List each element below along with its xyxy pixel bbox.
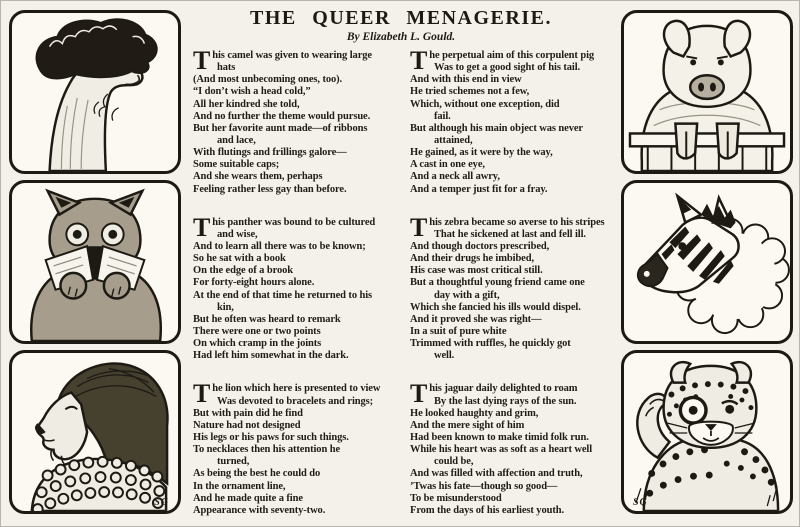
poem-line: His legs or his paws for such things.	[193, 431, 349, 443]
drop-cap: T	[410, 46, 428, 75]
byline: By Elizabeth L. Gould.	[346, 31, 456, 43]
poem-column-left	[193, 46, 398, 517]
artist-signature: SG	[154, 497, 169, 508]
poem-panther	[193, 212, 398, 363]
artist-signature: SG	[633, 497, 648, 508]
poem-line: turned,	[217, 456, 250, 468]
poem-line: and wise,	[217, 228, 258, 240]
poem-jaguar	[410, 379, 615, 517]
poem-line: This camel was given to wearing large	[193, 46, 372, 75]
poem-line: And she wears them, perhaps	[193, 171, 323, 183]
poem-line: The perpetual aim of this corpulent pig	[410, 46, 595, 75]
poem-line: While his heart was as soft as a heart well	[410, 444, 593, 456]
poem-line: And a temper just fit for a fray.	[410, 183, 548, 195]
poem-line: And it proved she was right—	[410, 313, 542, 325]
poem-line: But her favorite aunt made—of ribbons	[193, 122, 368, 134]
poem-line: For forty-eight hours alone.	[193, 277, 315, 289]
poem-line: And though doctors prescribed,	[410, 240, 550, 252]
poem-line: Trimmed with ruffles, he quickly got	[410, 338, 571, 350]
poem-line: This panther was bound to be cultured	[193, 212, 376, 242]
poem-line: A cast in one eye,	[410, 159, 485, 171]
drop-cap: T	[410, 379, 428, 409]
poem-line: Some suitable caps;	[193, 159, 280, 171]
poem-line: To necklaces then his attention he	[193, 444, 341, 456]
poem-line: Feeling rather less gay than before.	[193, 183, 347, 195]
drop-cap: T	[193, 46, 211, 75]
drop-cap: T	[410, 212, 428, 242]
poem-line: (And most unbecoming ones, too).	[193, 74, 343, 86]
poem-line: Which she fancied his ills would dispel.	[410, 301, 581, 313]
illustration-pig	[621, 10, 793, 174]
poem-line: There were one or two points	[193, 325, 321, 337]
drop-cap: T	[193, 212, 211, 242]
illustration-zebra	[621, 180, 793, 344]
poem-line: And with this end in view	[410, 74, 522, 86]
poem-line: well.	[434, 350, 455, 362]
poem-pig	[410, 46, 615, 196]
poem-line: And a neck all awry,	[410, 171, 500, 183]
right-illustration-column	[617, 1, 800, 526]
poem-line: On which cramp in the joints	[193, 338, 322, 350]
poem-camel	[193, 46, 398, 196]
poem-line: On the edge of a brook	[193, 265, 293, 277]
zebra-drawing	[624, 183, 790, 341]
poem-line: ’Twas his fate—though so good—	[410, 480, 558, 492]
poem-line: But he often was heard to remark	[193, 313, 341, 325]
poem-line: To be misunderstood	[410, 492, 502, 504]
poem-line: So he sat with a book	[193, 253, 286, 265]
panther-drawing	[12, 183, 178, 341]
poem-line: But although his main object was never	[410, 122, 583, 134]
poem-line: All her kindred she told,	[193, 98, 300, 110]
poem-line: By the last dying rays of the sun.	[434, 395, 577, 407]
poem-line: Appearance with seventy-two.	[193, 504, 326, 516]
poem-zebra	[410, 212, 615, 363]
poem-line: In a suit of pure white	[410, 325, 507, 337]
poem-line: fail.	[434, 110, 451, 122]
poem-line: In the ornament line,	[193, 480, 286, 492]
illustration-camel	[9, 10, 181, 174]
poem-line: At the end of that time he returned to his	[193, 289, 373, 301]
text-area	[185, 1, 617, 526]
illustration-panther	[9, 180, 181, 344]
poem-line: and lace,	[217, 134, 256, 146]
poem-line: He looked haughty and grim,	[410, 407, 539, 419]
poem-line: attained,	[434, 134, 473, 146]
poem-line: And no further the theme would pursue.	[193, 110, 371, 122]
poem-lion	[193, 379, 398, 517]
poem-line: Had been known to make timid folk run.	[410, 431, 589, 443]
poem-line: Nature had not designed	[193, 419, 301, 431]
drop-cap: T	[193, 379, 211, 409]
pig-drawing	[624, 13, 790, 171]
poem-line: This zebra became so averse to his stripes	[410, 212, 605, 242]
poem-line: kin,	[217, 301, 234, 313]
poem-line: But a thoughtful young friend came one	[410, 277, 585, 289]
poem-line: He gained, as it were by the way,	[410, 147, 553, 159]
poem-line: And was filled with affection and truth,	[410, 468, 583, 480]
poem-column-right	[410, 46, 615, 517]
left-illustration-column	[1, 1, 185, 526]
poem-line: Was to get a good sight of his tail.	[434, 62, 581, 74]
poem-line: And to learn all there was to be known;	[193, 240, 366, 252]
poem-line: With flutings and frillings galore—	[193, 147, 347, 159]
page-title: THE QUEER MENAGERIE.	[250, 7, 552, 29]
poem-line: Had left him somewhat in the dark.	[193, 350, 349, 362]
poem-line: And their drugs he imbibed,	[410, 253, 535, 265]
lion-drawing	[12, 353, 178, 511]
poem-line: From the days of his earliest youth.	[410, 504, 564, 516]
poem-line: And the mere sight of him	[410, 419, 525, 431]
poem-line: But with pain did he find	[193, 407, 303, 419]
poem-line: He tried schemes not a few,	[410, 86, 530, 98]
poem-line: This jaguar daily delighted to roam	[410, 379, 578, 409]
poem-line: That he sickened at last and fell ill.	[434, 228, 586, 240]
illustration-lion	[9, 350, 181, 514]
poem-line: Was devoted to bracelets and rings;	[217, 395, 374, 407]
poem-line: could be,	[434, 456, 474, 468]
poem-line: day with a gift,	[434, 289, 500, 301]
poem-line: His case was most critical still.	[410, 265, 543, 277]
poem-line: “I don’t wish a head cold,”	[193, 86, 311, 98]
camel-drawing	[12, 13, 178, 171]
poem-columns	[185, 45, 617, 517]
masthead	[185, 1, 617, 45]
poem-line: hats	[217, 62, 236, 74]
poem-line: As being the best he could do	[193, 468, 321, 480]
poem-line: The lion which here is presented to view	[193, 379, 381, 409]
poem-line: And he made quite a fine	[193, 492, 303, 504]
jaguar-drawing	[624, 353, 790, 511]
poem-line: Which, without one exception, did	[410, 98, 560, 110]
illustration-jaguar	[621, 350, 793, 514]
